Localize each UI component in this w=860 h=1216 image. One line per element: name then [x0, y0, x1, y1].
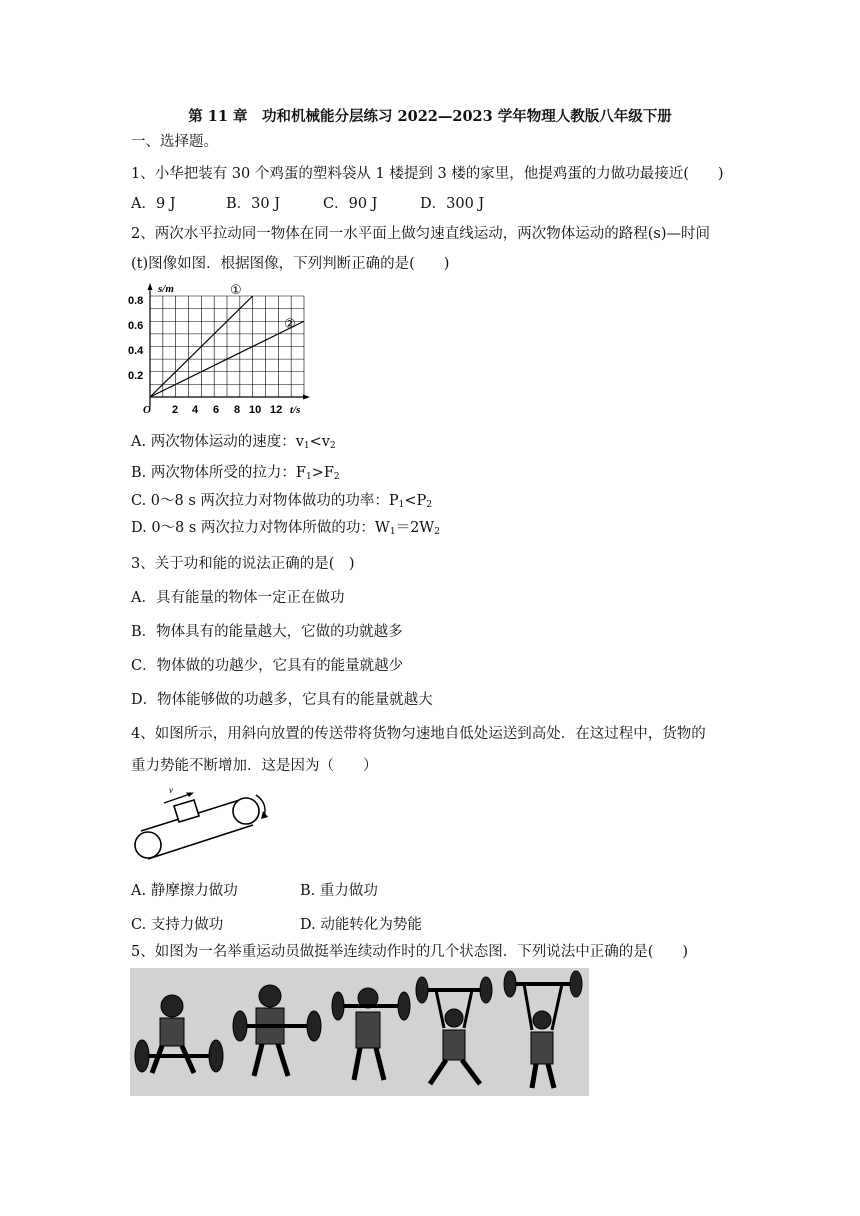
lower-pulley [135, 832, 161, 858]
question-5-stem: 5、如图为一名举重运动员做挺举连续动作时的几个状态图．下列说法中正确的是( ) [131, 944, 689, 960]
question-3-option-d: D．物体能够做的功越多，它具有的能量就越大 [131, 692, 433, 708]
conveyor-belt-figure [128, 783, 274, 865]
cargo-box [174, 800, 199, 822]
y-tick-label: 0.8 [128, 295, 144, 307]
option-d: D. 动能转化为势能 [300, 917, 422, 933]
question-2-option-c: C. 0～8 s 两次拉力对物体做功的功率：$P_1<P_2$ [131, 493, 433, 510]
option-a: A．9 J [131, 196, 176, 212]
x-tick-label: 2 [172, 404, 179, 416]
page-title: 第 11 章 功和机械能分层练习 2022—2023 学年物理人教版八年级下册 [188, 108, 672, 125]
graph-grid [150, 296, 304, 397]
question-3-stem: 3、关于功和能的说法正确的是( ) [131, 556, 355, 572]
option-b: B. 重力做功 [300, 883, 378, 899]
question-1-stem: 1、小华把装有 30 个鸡蛋的塑料袋从 1 楼提到 3 楼的家里，他提鸡蛋的力做功最接近( ) [131, 166, 724, 182]
y-tick-label: 0.4 [128, 345, 144, 357]
weightlifter-figure [130, 968, 589, 1096]
question-1-options [131, 192, 484, 213]
option-a: A. 静摩擦力做功 [131, 883, 238, 899]
upper-pulley [233, 798, 259, 824]
y-axis-label: s/m [158, 283, 174, 295]
option-d: D．300 J [420, 196, 485, 212]
question-3-option-a: A．具有能量的物体一定正在做功 [131, 590, 345, 606]
option-b: B．30 J [226, 196, 281, 212]
x-axis-arrow [303, 395, 310, 400]
series-label-1: ① [230, 283, 242, 298]
question-2-stem-line1: 2、两次水平拉动同一物体在同一水平面上做匀速直线运动，两次物体运动的路程(s)—时间 [131, 226, 710, 242]
velocity-label: v [169, 785, 173, 795]
question-2-option-a: A. 两次物体运动的速度：$v_1<v_2$ [131, 434, 336, 451]
belt-bottom [148, 825, 253, 859]
question-2-option-d: D. 0～8 s 两次拉力对物体所做的功：$W_1=2W_2$ [131, 520, 440, 537]
origin-label: O [143, 404, 151, 416]
y-tick-label: 0.2 [128, 370, 144, 382]
x-tick-label: 12 [270, 404, 283, 416]
x-tick-label: 6 [213, 404, 220, 416]
option-c: C. 支持力做功 [131, 917, 224, 933]
y-axis-arrow [148, 283, 153, 290]
question-4-stem-line2: 重力势能不断增加．这是因为（ ） [131, 758, 378, 774]
question-2-option-b: B. 两次物体所受的拉力：$F_1>F_2$ [131, 465, 340, 482]
question-2-stem-line2: (t)图像如图．根据图像，下列判断正确的是( ) [131, 256, 450, 272]
question-4-options-row2 [131, 913, 731, 934]
x-tick-label: 10 [249, 404, 262, 416]
x-tick-label: 4 [192, 404, 199, 416]
x-tick-label: 8 [234, 404, 241, 416]
y-tick-label: 0.6 [128, 320, 144, 332]
series-label-2: ② [284, 317, 296, 332]
st-graph [120, 280, 320, 420]
question-3-option-c: C．物体做的功越少，它具有的能量就越少 [131, 658, 404, 674]
option-c: C．90 J [323, 196, 378, 212]
question-4-stem-line1: 4、如图所示，用斜向放置的传送带将货物匀速地自低处运送到高处．在这过程中，货物的 [131, 726, 706, 742]
question-3-option-b: B．物体具有的能量越大，它做的功就越多 [131, 624, 403, 640]
section-heading: 一、选择题。 [131, 134, 218, 150]
x-axis-label: t/s [290, 404, 301, 416]
question-4-options-row1 [131, 879, 731, 900]
